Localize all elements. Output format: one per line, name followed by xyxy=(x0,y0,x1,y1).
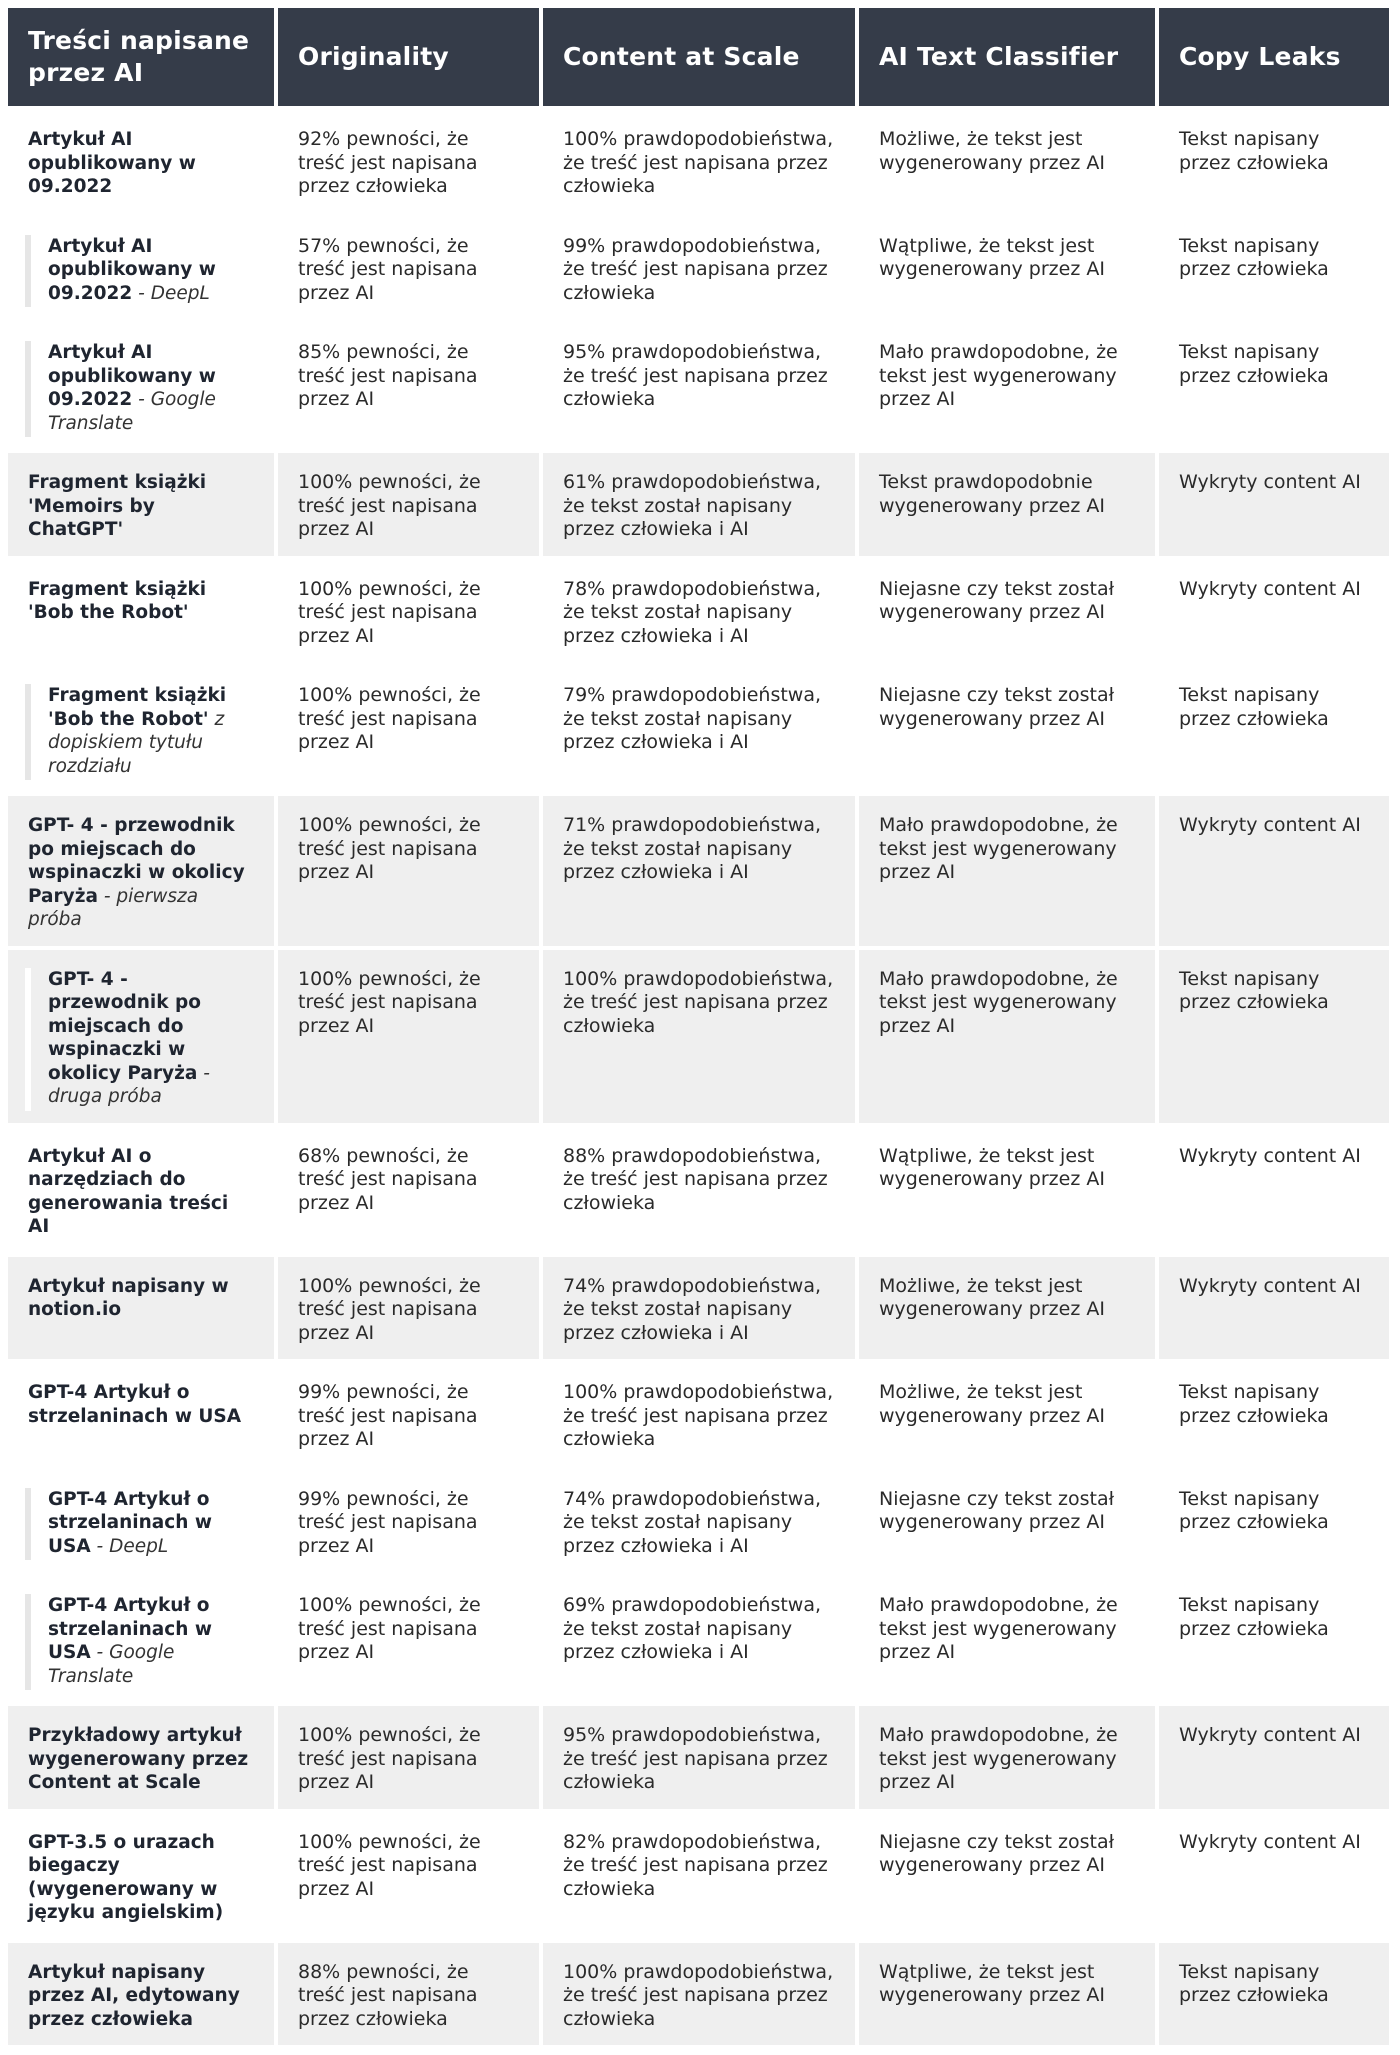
originality-cell: 57% pewności, że treść jest napisana przez AI xyxy=(278,217,539,320)
ai-text-classifier-cell: Możliwe, że tekst jest wygenerowany przez AI xyxy=(859,1257,1155,1360)
ai-text-classifier-cell: Wątpliwe, że tekst jest wygenerowany przez AI xyxy=(859,217,1155,320)
content-at-scale-cell: 74% prawdopodobieństwa, że tekst został napisany przez człowieka i AI xyxy=(543,1470,855,1573)
row-label: GPT-4 Artykuł o strzelaninach w USA xyxy=(48,1488,212,1557)
ai-text-classifier-cell: Wątpliwe, że tekst jest wygenerowany przez AI xyxy=(859,1127,1155,1253)
row-label-cell xyxy=(8,110,274,213)
copy-leaks-cell: Wykryty content AI xyxy=(1159,453,1389,556)
sub-row-indent-bar xyxy=(25,1594,31,1690)
copy-leaks-cell: Tekst napisany przez człowieka xyxy=(1159,1943,1389,2046)
content-at-scale-cell: 71% prawdopodobieństwa, że tekst został napisany przez człowieka i AI xyxy=(543,796,855,946)
ai-text-classifier-cell: Mało prawdopodobne, że tekst jest wygenerowany przez AI xyxy=(859,1576,1155,1702)
header-originality: Originality xyxy=(278,8,539,106)
originality-cell: 85% pewności, że treść jest napisana przez AI xyxy=(278,323,539,449)
content-at-scale-cell: 95% prawdopodobieństwa, że treść jest napisana przez człowieka xyxy=(543,323,855,449)
table-row xyxy=(8,1363,1389,1466)
copy-leaks-cell: Wykryty content AI xyxy=(1159,1127,1389,1253)
row-label: GPT- 4 - przewodnik po miejscach do wspinaczki w okolicy Paryża xyxy=(48,968,201,1084)
copy-leaks-cell: Wykryty content AI xyxy=(1159,1813,1389,1939)
ai-text-classifier-cell: Niejasne czy tekst został wygenerowany przez AI xyxy=(859,1470,1155,1573)
ai-text-classifier-cell: Tekst prawdopodobnie wygenerowany przez AI xyxy=(859,453,1155,556)
row-label: Fragment książki 'Bob the Robot' xyxy=(48,685,227,730)
row-label-cell xyxy=(8,217,274,320)
row-label-cell xyxy=(8,560,274,663)
copy-leaks-cell: Tekst napisany przez człowieka xyxy=(1159,323,1389,449)
ai-text-classifier-cell: Mało prawdopodobne, że tekst jest wygenerowany przez AI xyxy=(859,323,1155,449)
row-label-suffix: - DeepL xyxy=(90,1535,169,1557)
row-label: Przykładowy artykuł wygenerowany przez Content at Scale xyxy=(28,1725,249,1793)
row-label: Fragment książki 'Memoirs by ChatGPT' xyxy=(28,472,207,540)
header-row xyxy=(8,8,1389,106)
row-label-suffix: - pierwsza próba xyxy=(28,885,199,930)
sub-row-indent-bar xyxy=(25,684,31,780)
originality-cell: 92% pewności, że treść jest napisana przez człowieka xyxy=(278,110,539,213)
originality-cell: 100% pewności, że treść jest napisana przez AI xyxy=(278,560,539,663)
row-label: Artykuł AI o narzędziach do generowania treści AI xyxy=(28,1145,229,1237)
content-at-scale-cell: 82% prawdopodobieństwa, że treść jest napisana przez człowieka xyxy=(543,1813,855,1939)
originality-cell: 88% pewności, że treść jest napisana przez człowieka xyxy=(278,1943,539,2046)
table-row xyxy=(8,1470,1389,1573)
content-at-scale-cell: 95% prawdopodobieństwa, że treść jest napisana przez człowieka xyxy=(543,1706,855,1809)
ai-text-classifier-cell: Niejasne czy tekst został wygenerowany przez AI xyxy=(859,666,1155,792)
comparison-table-container xyxy=(8,4,1393,2049)
copy-leaks-cell: Tekst napisany przez człowieka xyxy=(1159,217,1389,320)
content-at-scale-cell: 100% prawdopodobieństwa, że treść jest napisana przez człowieka xyxy=(543,950,855,1123)
ai-text-classifier-cell: Niejasne czy tekst został wygenerowany przez AI xyxy=(859,560,1155,663)
table-row xyxy=(8,1257,1389,1360)
row-label-cell xyxy=(8,796,274,946)
row-label-cell xyxy=(8,1470,274,1573)
row-label-suffix: z dopiskiem tytułu rozdziału xyxy=(48,708,225,777)
header-copy-leaks: Copy Leaks xyxy=(1159,8,1389,106)
copy-leaks-cell: Wykryty content AI xyxy=(1159,1706,1389,1809)
copy-leaks-cell: Tekst napisany przez człowieka xyxy=(1159,1363,1389,1466)
content-at-scale-cell: 69% prawdopodobieństwa, że tekst został napisany przez człowieka i AI xyxy=(543,1576,855,1702)
content-at-scale-cell: 99% prawdopodobieństwa, że treść jest napisana przez człowieka xyxy=(543,217,855,320)
table-row xyxy=(8,1813,1389,1939)
ai-detector-comparison-table xyxy=(4,4,1393,2049)
row-label: Fragment książki 'Bob the Robot' xyxy=(28,578,207,623)
originality-cell: 100% pewności, że treść jest napisana przez AI xyxy=(278,453,539,556)
copy-leaks-cell: Wykryty content AI xyxy=(1159,1257,1389,1360)
content-at-scale-cell: 100% prawdopodobieństwa, że treść jest napisana przez człowieka xyxy=(543,1943,855,2046)
table-row xyxy=(8,453,1389,556)
originality-cell: 100% pewności, że treść jest napisana przez AI xyxy=(278,1257,539,1360)
header-ai-content: Treści napisane przez AI xyxy=(8,8,274,106)
copy-leaks-cell: Tekst napisany przez człowieka xyxy=(1159,950,1389,1123)
table-row xyxy=(8,323,1389,449)
table-row xyxy=(8,1706,1389,1809)
sub-row-indent-bar xyxy=(25,1488,31,1561)
ai-text-classifier-cell: Mało prawdopodobne, że tekst jest wygenerowany przez AI xyxy=(859,796,1155,946)
row-label: Artykuł AI opublikowany w 09.2022 xyxy=(28,129,196,197)
table-row xyxy=(8,796,1389,946)
ai-text-classifier-cell: Możliwe, że tekst jest wygenerowany przez AI xyxy=(859,110,1155,213)
table-row xyxy=(8,110,1389,213)
ai-text-classifier-cell: Możliwe, że tekst jest wygenerowany przez AI xyxy=(859,1363,1155,1466)
row-label: GPT-4 Artykuł o strzelaninach w USA xyxy=(48,1595,212,1663)
row-label-suffix: - Google Translate xyxy=(48,389,216,434)
row-label-cell xyxy=(8,1257,274,1360)
content-at-scale-cell: 74% prawdopodobieństwa, że tekst został napisany przez człowieka i AI xyxy=(543,1257,855,1360)
row-label-cell xyxy=(8,1363,274,1466)
row-label: GPT-4 Artykuł o strzelaninach w USA xyxy=(28,1382,242,1427)
row-label: GPT- 4 - przewodnik po miejscach do wspinaczki w okolicy Paryża xyxy=(28,815,245,907)
content-at-scale-cell: 61% prawdopodobieństwa, że tekst został napisany przez człowieka i AI xyxy=(543,453,855,556)
row-label-suffix: - Google Translate xyxy=(48,1642,175,1687)
originality-cell: 100% pewności, że treść jest napisana przez AI xyxy=(278,666,539,792)
copy-leaks-cell: Wykryty content AI xyxy=(1159,560,1389,663)
table-row xyxy=(8,1943,1389,2046)
row-label-cell xyxy=(8,323,274,449)
content-at-scale-cell: 88% prawdopodobieństwa, że treść jest napisana przez człowieka xyxy=(543,1127,855,1253)
row-label-cell xyxy=(8,1127,274,1253)
originality-cell: 68% pewności, że treść jest napisana przez AI xyxy=(278,1127,539,1253)
sub-row-indent-bar xyxy=(25,235,31,308)
copy-leaks-cell: Tekst napisany przez człowieka xyxy=(1159,110,1389,213)
table-row xyxy=(8,666,1389,792)
sub-row-indent-bar xyxy=(25,968,31,1111)
table-row xyxy=(8,217,1389,320)
row-label-suffix: - druga próba xyxy=(48,1062,210,1107)
originality-cell: 99% pewności, że treść jest napisana przez AI xyxy=(278,1363,539,1466)
ai-text-classifier-cell: Mało prawdopodobne, że tekst jest wygenerowany przez AI xyxy=(859,950,1155,1123)
table-row xyxy=(8,1576,1389,1702)
table-row xyxy=(8,950,1389,1123)
copy-leaks-cell: Tekst napisany przez człowieka xyxy=(1159,1470,1389,1573)
row-label: Artykuł AI opublikowany w 09.2022 xyxy=(48,342,216,410)
originality-cell: 100% pewności, że treść jest napisana przez AI xyxy=(278,950,539,1123)
content-at-scale-cell: 79% prawdopodobieństwa, że tekst został napisany przez człowieka i AI xyxy=(543,666,855,792)
row-label-suffix: - DeepL xyxy=(132,282,210,304)
content-at-scale-cell: 78% prawdopodobieństwa, że tekst został napisany przez człowieka i AI xyxy=(543,560,855,663)
row-label: Artykuł napisany przez AI, edytowany przez człowieka xyxy=(28,1961,240,2030)
sub-row-indent-bar xyxy=(25,341,31,437)
table-body xyxy=(8,110,1389,2045)
originality-cell: 99% pewności, że treść jest napisana przez AI xyxy=(278,1470,539,1573)
row-label-cell xyxy=(8,453,274,556)
originality-cell: 100% pewności, że treść jest napisana przez AI xyxy=(278,1813,539,1939)
ai-text-classifier-cell: Niejasne czy tekst został wygenerowany przez AI xyxy=(859,1813,1155,1939)
row-label-cell xyxy=(8,666,274,792)
content-at-scale-cell: 100% prawdopodobieństwa, że treść jest napisana przez człowieka xyxy=(543,1363,855,1466)
ai-text-classifier-cell: Wątpliwe, że tekst jest wygenerowany przez AI xyxy=(859,1943,1155,2046)
header-content-at-scale: Content at Scale xyxy=(543,8,855,106)
table-row xyxy=(8,560,1389,663)
table-row xyxy=(8,1127,1389,1253)
row-label: GPT-3.5 o urazach biegaczy (wygenerowany w języku angielskim) xyxy=(28,1831,224,1923)
originality-cell: 100% pewności, że treść jest napisana przez AI xyxy=(278,1706,539,1809)
row-label-cell xyxy=(8,1813,274,1939)
originality-cell: 100% pewności, że treść jest napisana przez AI xyxy=(278,1576,539,1702)
row-label: Artykuł AI opublikowany w 09.2022 xyxy=(48,235,216,304)
copy-leaks-cell: Tekst napisany przez człowieka xyxy=(1159,666,1389,792)
row-label-cell xyxy=(8,1943,274,2046)
row-label-cell xyxy=(8,1576,274,1702)
ai-text-classifier-cell: Mało prawdopodobne, że tekst jest wygenerowany przez AI xyxy=(859,1706,1155,1809)
content-at-scale-cell: 100% prawdopodobieństwa, że treść jest napisana przez człowieka xyxy=(543,110,855,213)
copy-leaks-cell: Wykryty content AI xyxy=(1159,796,1389,946)
copy-leaks-cell: Tekst napisany przez człowieka xyxy=(1159,1576,1389,1702)
row-label-cell xyxy=(8,950,274,1123)
header-ai-text-classifier: AI Text Classifier xyxy=(859,8,1155,106)
row-label-cell xyxy=(8,1706,274,1809)
originality-cell: 100% pewności, że treść jest napisana przez AI xyxy=(278,796,539,946)
row-label: Artykuł napisany w notion.io xyxy=(28,1275,229,1320)
